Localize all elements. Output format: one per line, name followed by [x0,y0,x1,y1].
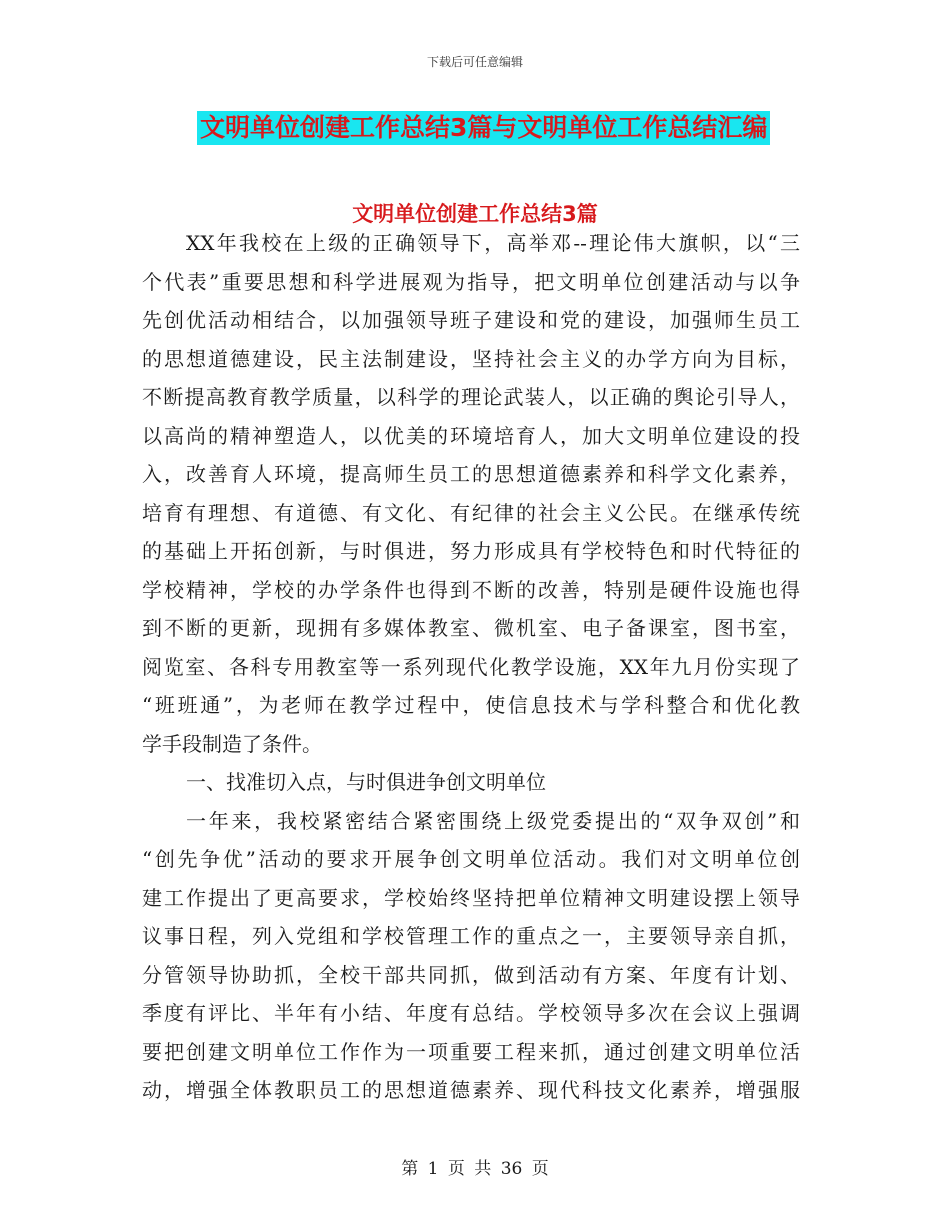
body-text [142,224,800,1110]
paragraph-line: 的思想道德建设，民主法制建设，坚持社会主义的办学方向为目标， [142,346,800,371]
paragraph-line: 季度有评比、半年有小结、年度有总结。学校领导多次在会议上强调 [142,1001,800,1025]
paragraph-line: 到不断的更新，现拥有多媒体教室、微机室、电子备课室，图书室， [142,616,800,640]
paragraph-line: 以高尚的精神塑造人，以优美的环境培育人，加大文明单位建设的投 [142,423,800,448]
paragraph-line: 的基础上开拓创新，与时俱进，努力形成具有学校特色和时代特征的 [142,539,800,563]
paragraph-line: 不断提高教育教学质量，以科学的理论武装人，以正确的舆论引导人， [142,385,800,409]
paragraph-line: 个代表”重要思想和科学进展观为指导，把文明单位创建活动与以争 [142,269,800,294]
paragraph-line: 培育有理想、有道德、有文化、有纪律的社会主义公民。在继承传统 [142,500,800,525]
paragraph-line: 先创优活动相结合，以加强领导班子建设和党的建设，加强师生员工 [142,308,800,332]
section-title: 文明单位创建工作总结3篇 [352,202,598,226]
paragraph-line: 一年来，我校紧密结合紧密围绕上级党委提出的“双争双创”和 [186,808,800,833]
paragraph-line: 入，改善育人环境，提高师生员工的思想道德素养和科学文化素养， [142,462,800,486]
paragraph-line: 学手段制造了条件。 [142,731,322,756]
page-footer: 第 1 页 共 36 页 [401,1159,549,1179]
paragraph-line: 学校精神，学校的办学条件也得到不断的改善，特别是硬件设施也得 [142,577,800,602]
paragraph-line: XX年我校在上级的正确领导下，高举邓--理论伟大旗帜，以“三 [186,231,800,255]
paragraph-line: 阅览室、各科专用教室等一系列现代化教学设施，XX年九月份实现了 [142,654,800,679]
paragraph-line: “班班通”，为老师在教学过程中，使信息技术与学科整合和优化教 [142,693,800,717]
paragraph-line: 建工作提出了更高要求，学校始终坚持把单位精神文明建设摆上领导 [142,885,800,910]
header-note: 下载后可任意编辑 [426,55,523,69]
paragraph-line: “创先争优”活动的要求开展争创文明单位活动。我们对文明单位创 [142,847,800,871]
paragraph-line: 议事日程，列入党组和学校管理工作的重点之一，主要领导亲自抓， [142,924,800,948]
paragraph-line: 分管领导协助抓，全校干部共同抓，做到活动有方案、年度有计划、 [142,962,800,987]
paragraph-line: 动，增强全体教职员工的思想道德素养、现代科技文化素养，增强服 [142,1078,800,1102]
subheading-line: 一、找准切入点，与时俱进争创文明单位 [186,770,546,794]
document-title: 文明单位创建工作总结3篇与文明单位工作总结汇编 [197,111,770,145]
paragraph-line: 要把创建文明单位工作作为一项重要工程来抓，通过创建文明单位活 [142,1039,800,1064]
